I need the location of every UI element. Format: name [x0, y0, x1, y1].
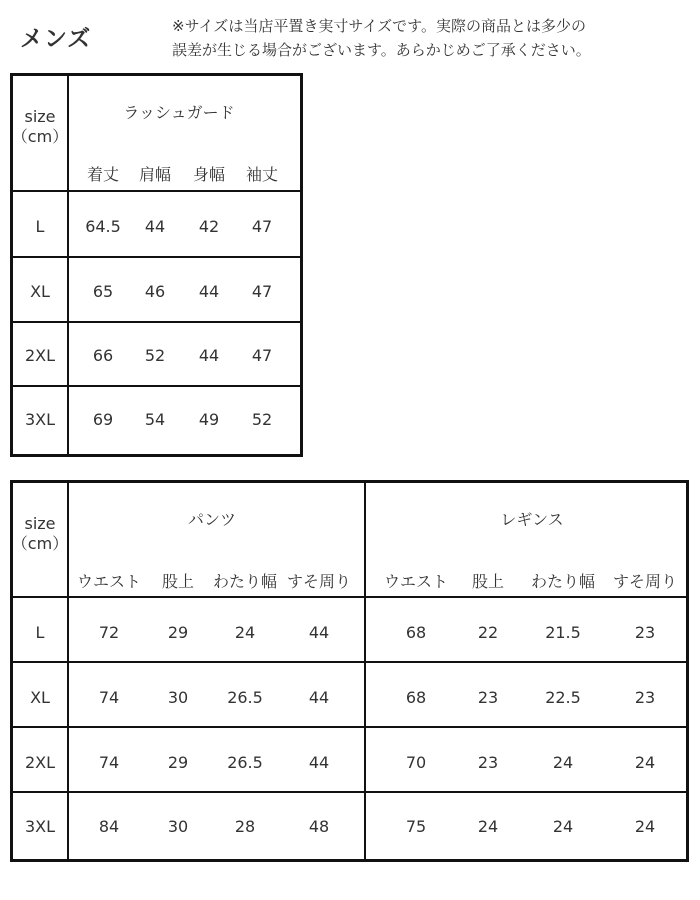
table-cell: 24	[552, 817, 574, 836]
rashguard-size-table	[10, 73, 303, 457]
table-cell: 22	[477, 623, 499, 642]
table-cell: 23	[477, 753, 499, 772]
table-cell: 75	[405, 817, 427, 836]
table-cell: 46	[144, 282, 166, 301]
table-cell: 30	[167, 688, 189, 707]
table-cell: 44	[308, 623, 330, 642]
column-header: 袖丈	[245, 165, 279, 184]
table-cell: 26.5	[227, 688, 263, 707]
column-header: ウエスト	[383, 572, 449, 591]
table-cell: 66	[92, 346, 114, 365]
size-header-unit: （cm）	[11, 534, 69, 553]
table-cell: 44	[198, 282, 220, 301]
table-cell: 24	[634, 753, 656, 772]
table-cell: 52	[144, 346, 166, 365]
table-cell: 48	[308, 817, 330, 836]
table-cell: 69	[92, 410, 114, 429]
product-name-rashguard: ラッシュガード	[123, 103, 235, 122]
size-cell: 3XL	[24, 817, 56, 836]
table-cell: 68	[405, 688, 427, 707]
size-cell: XL	[30, 282, 50, 301]
product-name-leggings: レギンス	[500, 510, 564, 529]
table-cell: 47	[251, 217, 273, 236]
size-header	[12, 514, 68, 554]
table-cell: 24	[234, 623, 256, 642]
size-cell: L	[35, 217, 45, 236]
table-cell: 70	[405, 753, 427, 772]
table-cell: 64.5	[85, 217, 121, 236]
size-header-label: size	[24, 107, 56, 126]
table-cell: 74	[98, 688, 120, 707]
column-header: わたり幅	[212, 572, 278, 591]
table-cell: 22.5	[545, 688, 581, 707]
column-header: 着丈	[86, 165, 120, 184]
table-cell: 65	[92, 282, 114, 301]
table-cell: 74	[98, 753, 120, 772]
page-title: メンズ	[20, 26, 92, 52]
table-cell: 47	[251, 346, 273, 365]
column-header: わたり幅	[530, 572, 596, 591]
size-header-label: size	[24, 514, 56, 533]
table-cell: 52	[251, 410, 273, 429]
table-cell: 84	[98, 817, 120, 836]
table-divider	[13, 256, 300, 258]
column-header: 肩幅	[138, 165, 172, 184]
table-divider	[364, 483, 366, 859]
size-note	[172, 14, 692, 62]
table-divider	[13, 791, 686, 793]
size-cell: 2XL	[24, 346, 56, 365]
table-cell: 29	[167, 623, 189, 642]
size-cell: 3XL	[24, 410, 56, 429]
column-header: 股上	[161, 572, 195, 591]
table-cell: 24	[634, 817, 656, 836]
table-cell: 23	[634, 688, 656, 707]
table-divider	[13, 190, 300, 192]
table-divider	[13, 726, 686, 728]
column-header: すそ周り	[286, 572, 352, 591]
table-divider	[13, 661, 686, 663]
table-cell: 29	[167, 753, 189, 772]
column-header: 股上	[471, 572, 505, 591]
size-cell: XL	[30, 688, 50, 707]
table-cell: 42	[198, 217, 220, 236]
table-cell: 44	[308, 688, 330, 707]
column-header: すそ周り	[612, 572, 678, 591]
table-divider	[13, 385, 300, 387]
table-cell: 68	[405, 623, 427, 642]
table-cell: 21.5	[545, 623, 581, 642]
table-cell: 44	[308, 753, 330, 772]
size-header-unit: （cm）	[11, 127, 69, 146]
table-cell: 44	[144, 217, 166, 236]
table-cell: 54	[144, 410, 166, 429]
table-cell: 47	[251, 282, 273, 301]
table-cell: 24	[552, 753, 574, 772]
pants-leggings-size-table	[10, 480, 689, 862]
column-header: 身幅	[192, 165, 226, 184]
table-cell: 49	[198, 410, 220, 429]
table-divider	[13, 596, 686, 598]
table-cell: 30	[167, 817, 189, 836]
size-cell: 2XL	[24, 753, 56, 772]
table-cell: 44	[198, 346, 220, 365]
table-cell: 23	[634, 623, 656, 642]
table-cell: 72	[98, 623, 120, 642]
table-cell: 26.5	[227, 753, 263, 772]
product-name-pants: パンツ	[187, 510, 237, 529]
table-cell: 28	[234, 817, 256, 836]
table-cell: 23	[477, 688, 499, 707]
size-note-line-2: 誤差が生じる場合がございます。あらかじめご了承ください。	[172, 41, 591, 59]
size-header	[12, 107, 68, 147]
size-note-line-1: ※サイズは当店平置き実寸サイズです。実際の商品とは多少の	[172, 17, 586, 35]
table-divider	[13, 321, 300, 323]
table-cell: 24	[477, 817, 499, 836]
column-header: ウエスト	[76, 572, 142, 591]
size-cell: L	[35, 623, 45, 642]
